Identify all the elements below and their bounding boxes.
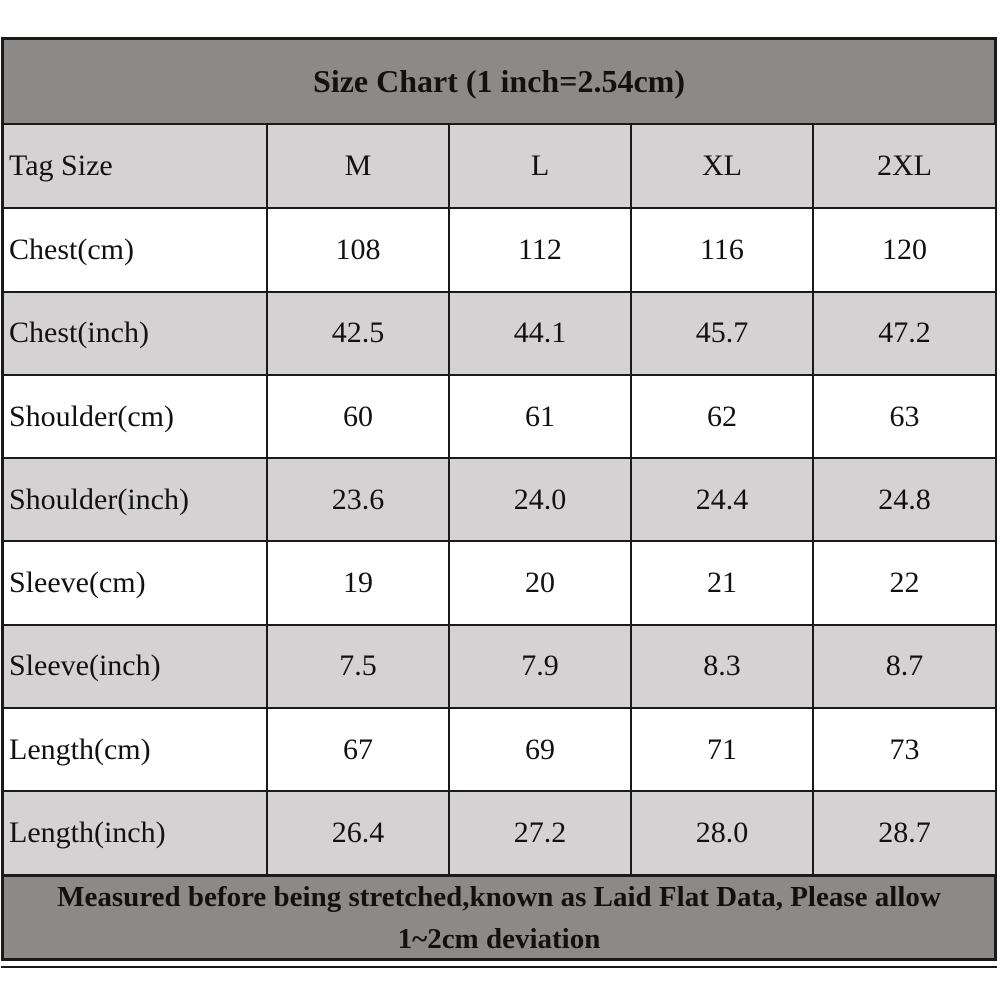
- tag-size-label: Tag Size: [4, 125, 267, 208]
- table-cell: 120: [813, 208, 995, 291]
- row-label: Shoulder(cm): [4, 375, 267, 458]
- table-cell: 24.4: [631, 458, 813, 541]
- chart-title: Size Chart (1 inch=2.54cm): [4, 40, 994, 125]
- table-row: [4, 791, 995, 874]
- table-cell: 8.3: [631, 625, 813, 708]
- table-cell: 7.9: [449, 625, 631, 708]
- table-cell: 42.5: [267, 292, 449, 375]
- row-label: Shoulder(inch): [4, 458, 267, 541]
- table-cell: 63: [813, 375, 995, 458]
- table-cell: 108: [267, 208, 449, 291]
- row-label: Chest(cm): [4, 208, 267, 291]
- table-cell: 73: [813, 708, 995, 791]
- table-cell: 44.1: [449, 292, 631, 375]
- size-header-xl: XL: [631, 125, 813, 208]
- table-cell: 24.8: [813, 458, 995, 541]
- table-cell: 69: [449, 708, 631, 791]
- row-label: Length(inch): [4, 791, 267, 874]
- table-cell: 24.0: [449, 458, 631, 541]
- table-cell: 26.4: [267, 791, 449, 874]
- table-cell: 71: [631, 708, 813, 791]
- table-cell: 22: [813, 541, 995, 624]
- table-cell: 112: [449, 208, 631, 291]
- table-cell: 45.7: [631, 292, 813, 375]
- table-cell: 20: [449, 541, 631, 624]
- row-label: Length(cm): [4, 708, 267, 791]
- size-header-2xl: 2XL: [813, 125, 995, 208]
- table-cell: 19: [267, 541, 449, 624]
- table-cell: 27.2: [449, 791, 631, 874]
- row-label: Chest(inch): [4, 292, 267, 375]
- row-label: Sleeve(cm): [4, 541, 267, 624]
- header-row: [4, 125, 995, 208]
- table-row: [4, 208, 995, 291]
- table-cell: 23.6: [267, 458, 449, 541]
- table-row: [4, 458, 995, 541]
- table-cell: 7.5: [267, 625, 449, 708]
- size-table: [4, 125, 995, 876]
- size-header-m: M: [267, 125, 449, 208]
- table-cell: 61: [449, 375, 631, 458]
- table-cell: 47.2: [813, 292, 995, 375]
- footer-note: Measured before being stretched,known as Laid Flat Data, Please allow 1~2cm deviation: [4, 875, 994, 958]
- table-cell: 116: [631, 208, 813, 291]
- size-chart: [1, 37, 997, 961]
- table-cell: 62: [631, 375, 813, 458]
- table-row: [4, 708, 995, 791]
- table-cell: 28.0: [631, 791, 813, 874]
- table-cell: 8.7: [813, 625, 995, 708]
- table-cell: 21: [631, 541, 813, 624]
- size-header-l: L: [449, 125, 631, 208]
- table-cell: 67: [267, 708, 449, 791]
- table-row: [4, 292, 995, 375]
- table-row: [4, 375, 995, 458]
- table-cell: 60: [267, 375, 449, 458]
- bottom-divider: [1, 966, 997, 968]
- table-row: [4, 541, 995, 624]
- row-label: Sleeve(inch): [4, 625, 267, 708]
- table-cell: 28.7: [813, 791, 995, 874]
- table-row: [4, 625, 995, 708]
